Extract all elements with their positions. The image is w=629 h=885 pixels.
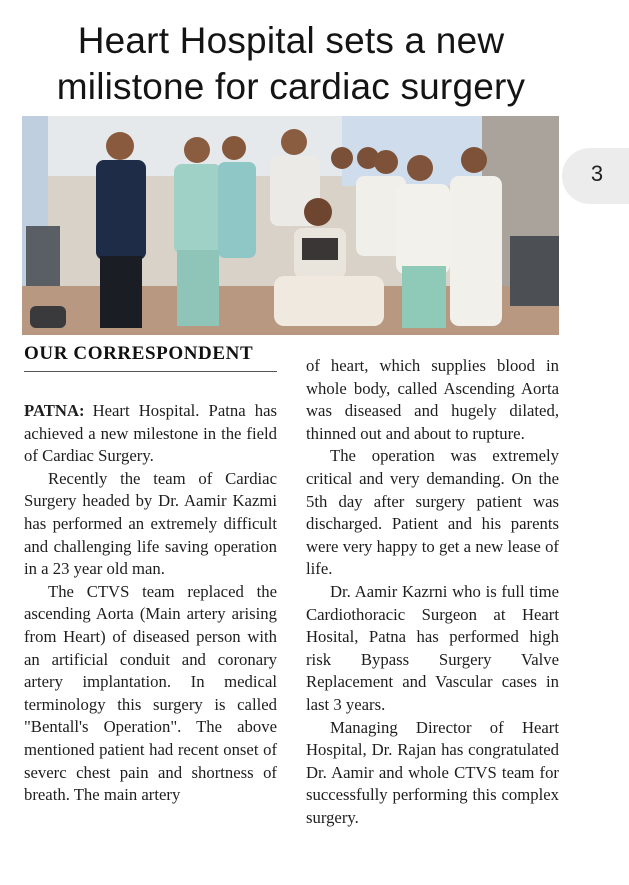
paragraph-text: Heart Hospital. Patna has achieved a new milestone in the field of Cardiac Surgery. [24,401,277,466]
article-paragraph: The operation was extremely critical and very demanding. On the 5th day after surgery patient was discharged. Patient and his parents were very happy to get a new lease of life. [306,446,559,579]
article-paragraph: Dr. Aamir Kazrni who is full time Cardiothoracic Surgeon at Heart Hosital, Patna has performed high risk Bypass Surgery Valve Replacement and Vascular cases in last 3 years. [306,581,559,714]
headline-line-1: Heart Hospital sets a new [77,20,505,61]
byline [24,343,277,372]
dateline: PATNA: [24,401,85,420]
article-paragraph: Managing Director of Heart Hospital, Dr. Rajan has congratulated Dr. Aamir and whole CTVS team for successfully performing this complex surgery. [306,717,559,827]
article-column-right [306,355,559,829]
page-number: 3 [590,161,604,186]
hospital-team-photo [22,116,559,335]
article-paragraph: The CTVS team replaced the ascending Aorta (Main artery arising from Heart) of diseased person with an artificial conduit and coronary artery implantation. In medical terminology this surgery is called "Bentall's Operation". The above mentioned patient had recent onset of severc chest pain and shortness of breath. The main artery [24,581,277,805]
headline [0,18,582,110]
headline-line-2: milistone for cardiac surgery [56,66,526,107]
byline-text: OUR CORRESPONDENT [24,343,254,364]
article-paragraph: of heart, which supplies blood in whole body, called Ascending Aorta was diseased and hugely dilated, thinned out and about to rupture. [306,356,559,443]
page-number-tab [562,148,629,204]
article-paragraph: Recently the team of Cardiac Surgery headed by Dr. Aamir Kazmi has performed an extremely difficult and challenging life saving operation in a 23 year old man. [24,468,277,579]
article-paragraph [24,400,277,468]
article-column-left [24,400,277,807]
